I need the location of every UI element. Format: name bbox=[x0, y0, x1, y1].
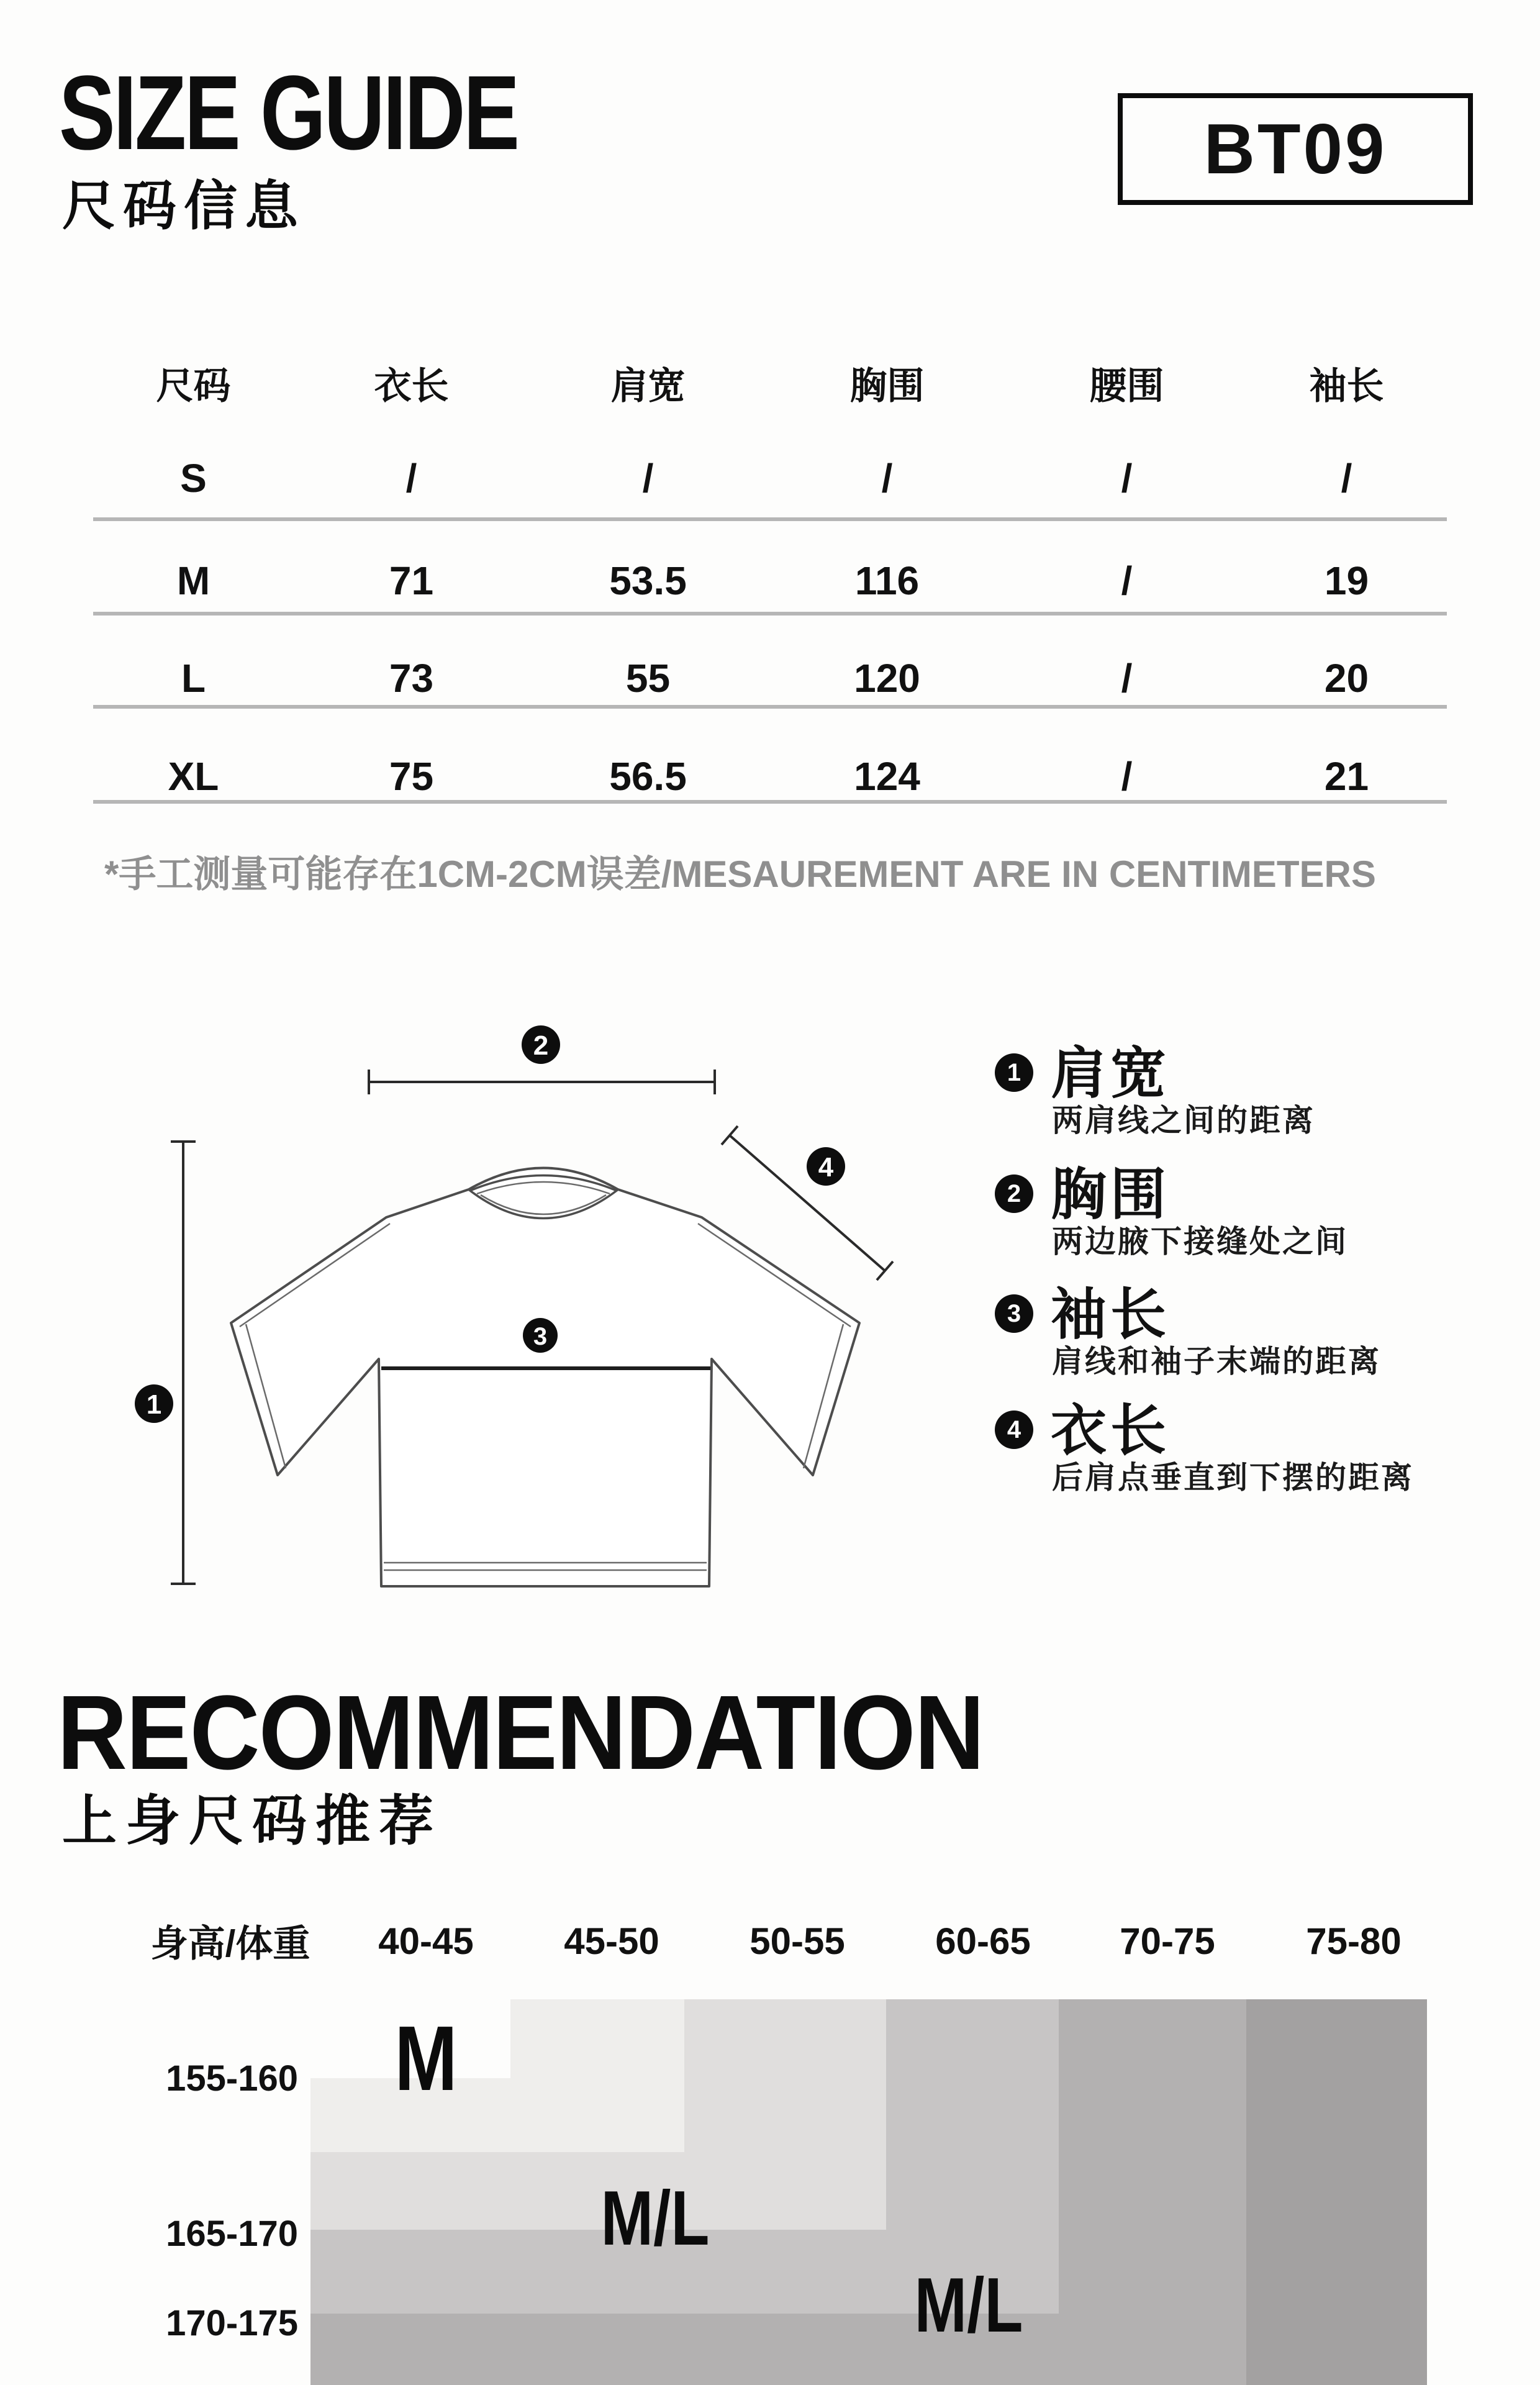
row-divider bbox=[93, 800, 1447, 804]
measure-line-2 bbox=[369, 1070, 715, 1094]
measure-badge-2 bbox=[522, 1025, 560, 1064]
cell: / bbox=[1121, 456, 1133, 501]
rec-row-label-2: 170-175 bbox=[166, 2302, 298, 2343]
tshirt-diagram bbox=[118, 975, 925, 1596]
svg-text:2: 2 bbox=[533, 1030, 549, 1061]
cell: M bbox=[176, 558, 211, 603]
cell: 75 bbox=[389, 754, 434, 799]
cell: 55 bbox=[625, 656, 671, 701]
svg-text:4: 4 bbox=[818, 1152, 834, 1183]
rec-col-header-5: 75-80 bbox=[1306, 1920, 1402, 1962]
row-divider bbox=[93, 612, 1447, 616]
cell: 20 bbox=[1324, 656, 1369, 701]
cell: 19 bbox=[1324, 558, 1369, 603]
col-header-size: 尺码 bbox=[156, 365, 231, 407]
legend-title-3: 袖长 bbox=[1051, 1284, 1170, 1346]
cell: 124 bbox=[854, 754, 920, 799]
rec-col-header-4: 70-75 bbox=[1120, 1920, 1215, 1962]
legend-desc-3: 肩线和袖子末端的距离 bbox=[1052, 1344, 1381, 1379]
col-header-chest: 胸围 bbox=[849, 365, 925, 407]
cell: 71 bbox=[389, 558, 434, 603]
table-row-s bbox=[93, 452, 1447, 504]
product-code: BT09 bbox=[1203, 109, 1387, 189]
rec-col-header-2: 50-55 bbox=[750, 1920, 845, 1962]
cell: 21 bbox=[1324, 754, 1369, 799]
rec-col-header-0: 40-45 bbox=[378, 1920, 474, 1962]
product-code-box bbox=[1118, 93, 1473, 205]
page-title: SIZE GUIDE bbox=[59, 54, 518, 172]
measure-line-1 bbox=[171, 1142, 196, 1584]
rec-size-label-m: M bbox=[394, 2007, 458, 2110]
tshirt-outline bbox=[231, 1168, 859, 1587]
shade-band-70-75 bbox=[1059, 1999, 1246, 2385]
rec-col-header-3: 60-65 bbox=[935, 1920, 1031, 1962]
measure-badge-4 bbox=[807, 1147, 845, 1186]
col-header-shoulder: 肩宽 bbox=[610, 365, 686, 407]
cell: 120 bbox=[854, 656, 920, 701]
svg-text:1: 1 bbox=[146, 1389, 162, 1420]
cell: / bbox=[405, 456, 417, 501]
cell: S bbox=[180, 456, 207, 501]
recommendation-chart bbox=[0, 1894, 1540, 2385]
rec-size-label-ml-2: M/L bbox=[914, 2263, 1023, 2348]
svg-text:3: 3 bbox=[533, 1323, 548, 1350]
rec-col-header-1: 45-50 bbox=[564, 1920, 659, 1962]
measure-badge-1 bbox=[135, 1384, 173, 1423]
rec-row-label-1: 165-170 bbox=[166, 2213, 298, 2254]
cell: XL bbox=[168, 754, 219, 799]
recommendation-title: RECOMMENDATION bbox=[57, 1674, 984, 1792]
measure-badge-3 bbox=[523, 1318, 558, 1353]
shade-band-75-80 bbox=[1246, 1999, 1427, 2385]
legend-badge-2: 2 bbox=[995, 1174, 1033, 1213]
cell: / bbox=[1121, 754, 1133, 799]
col-header-sleeve: 袖长 bbox=[1309, 365, 1384, 407]
row-divider bbox=[93, 517, 1447, 521]
legend-desc-4: 后肩点垂直到下摆的距离 bbox=[1052, 1460, 1414, 1495]
cell: 56.5 bbox=[609, 754, 687, 799]
size-table-header bbox=[93, 355, 1447, 411]
legend-desc-2: 两边腋下接缝处之间 bbox=[1052, 1224, 1348, 1259]
page-subtitle: 尺码信息 bbox=[62, 176, 306, 236]
table-row-m bbox=[93, 555, 1447, 607]
legend-title-4: 衣长 bbox=[1051, 1400, 1170, 1462]
cell: 53.5 bbox=[609, 558, 687, 603]
legend-badge-4: 4 bbox=[995, 1411, 1033, 1449]
cell: / bbox=[1121, 656, 1133, 701]
table-row-xl bbox=[93, 750, 1447, 802]
table-row-l bbox=[93, 652, 1447, 704]
rec-col-header-axis: 身高/体重 bbox=[150, 1923, 310, 1965]
legend-desc-1: 两肩线之间的距离 bbox=[1052, 1103, 1315, 1138]
cell: 116 bbox=[854, 558, 920, 603]
recommendation-subtitle: 上身尺码推荐 bbox=[62, 1790, 443, 1851]
legend-title-1: 肩宽 bbox=[1051, 1043, 1170, 1105]
measurement-note: *手工测量可能存在1CM-2CM误差/MESAUREMENT ARE IN CENTIMETERS bbox=[104, 853, 1376, 895]
cell: 73 bbox=[389, 656, 434, 701]
rec-size-label-ml-1: M/L bbox=[600, 2176, 710, 2261]
legend-title-2: 胸围 bbox=[1051, 1164, 1170, 1226]
row-divider bbox=[93, 705, 1447, 709]
legend-badge-1: 1 bbox=[995, 1053, 1033, 1092]
cell: / bbox=[1341, 456, 1352, 501]
rec-row-label-0: 155-160 bbox=[166, 2058, 298, 2099]
col-header-length: 衣长 bbox=[374, 365, 449, 407]
cell: / bbox=[642, 456, 654, 501]
cell: / bbox=[881, 456, 893, 501]
cell: L bbox=[181, 656, 206, 701]
col-header-waist: 腰围 bbox=[1089, 365, 1164, 407]
cell: / bbox=[1121, 558, 1133, 603]
legend-badge-3: 3 bbox=[995, 1294, 1033, 1333]
